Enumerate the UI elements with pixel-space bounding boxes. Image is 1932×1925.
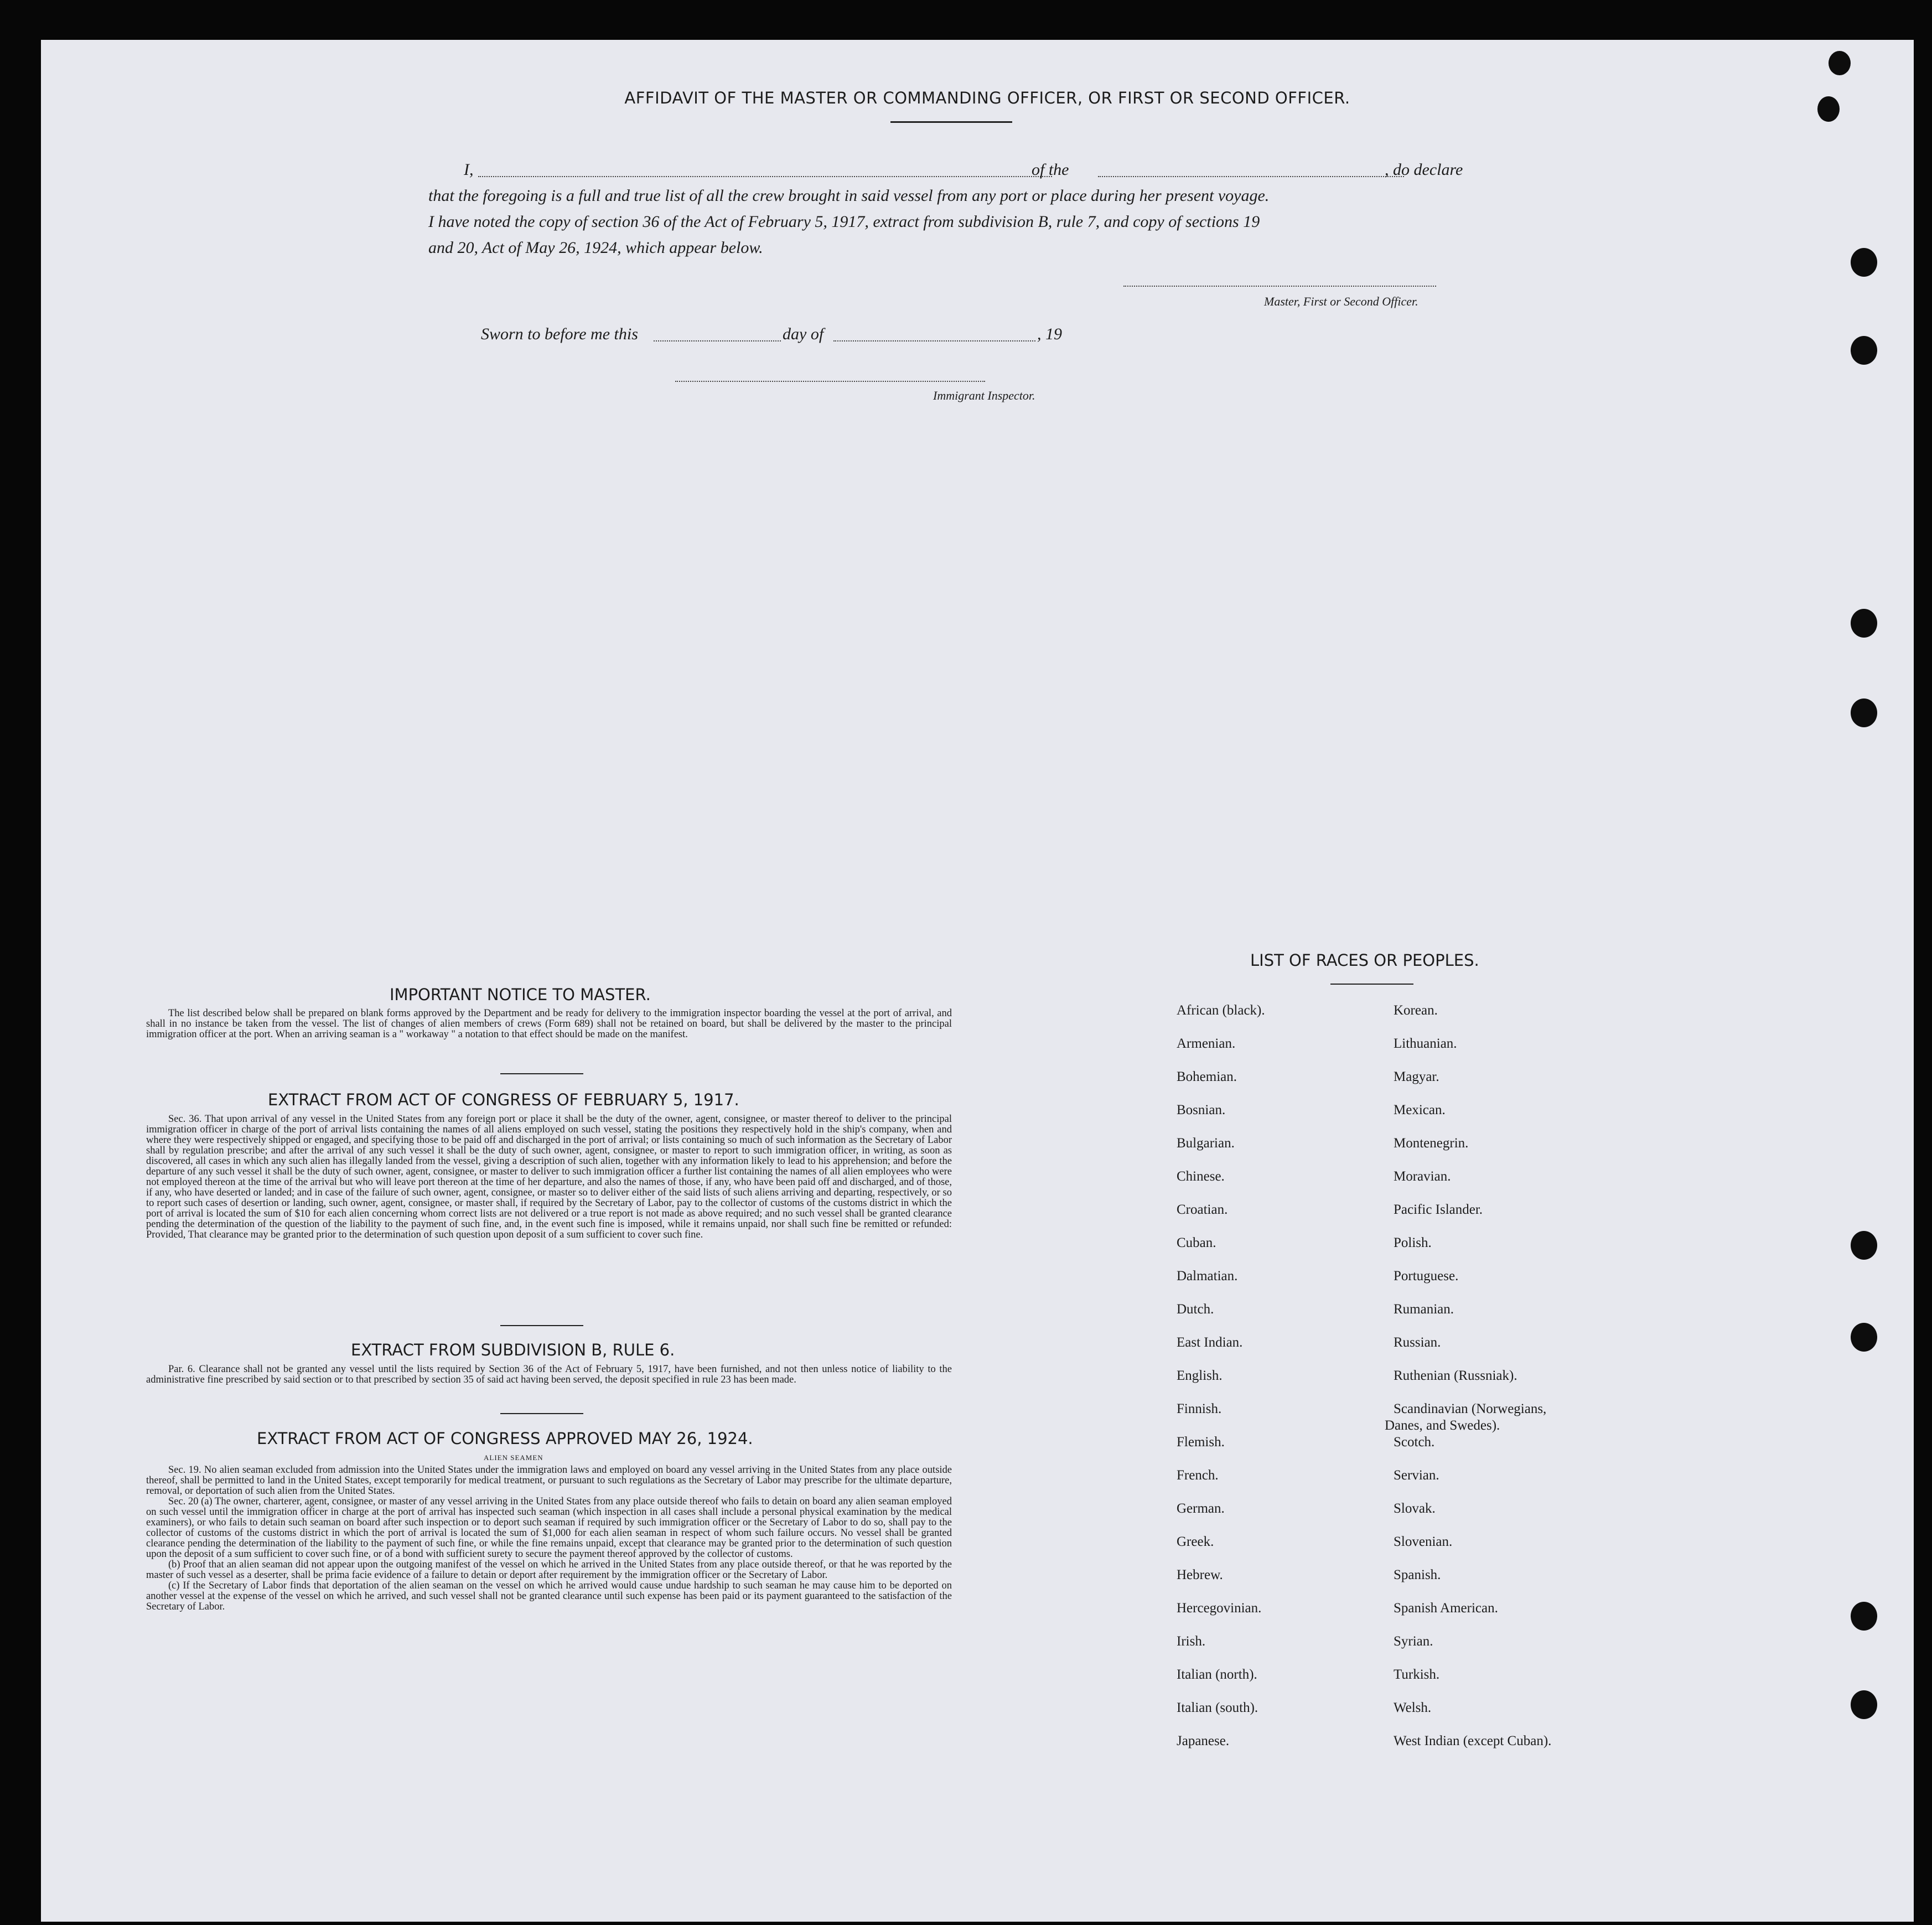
notice-title: IMPORTANT NOTICE TO MASTER. [390,985,651,1004]
race-item: East Indian. [1177,1335,1243,1350]
punch-hole [1851,1690,1877,1719]
race-item: German. [1177,1501,1225,1516]
race-item: Greek. [1177,1534,1214,1549]
punch-hole [1851,1323,1877,1352]
vessel-name-field[interactable] [1098,176,1404,177]
race-item: Hebrew. [1177,1567,1223,1582]
race-item: Bosnian. [1177,1103,1226,1117]
extract-1924-title: EXTRACT FROM ACT OF CONGRESS APPROVED MAY 26, 1924. [257,1429,753,1448]
race-item: Italian (north). [1177,1667,1257,1682]
race-item: Lithuanian. [1394,1036,1457,1051]
punch-hole [1851,336,1877,365]
extract-rule6-text: Par. 6. Clearance shall not be granted any vessel until the lists required by Section 36 of the Act of February 5, 1917, have been furnished, and not then unless notice of liability to the administrative fine prescribed by said section or to that prescribed by section 35 of said act having been served, the deposit specified in rule 23 has been made. [146,1364,952,1385]
race-item: Scotch. [1394,1435,1435,1450]
race-item: Slovak. [1394,1501,1436,1516]
divider [500,1073,583,1074]
race-item: Syrian. [1394,1634,1433,1649]
race-item: Mexican. [1394,1103,1446,1117]
race-item: Finnish. [1177,1401,1222,1416]
race-item: Moravian. [1394,1169,1451,1184]
document-page [41,40,1914,1922]
inspector-signature-field[interactable] [675,381,985,382]
race-item: Magyar. [1394,1069,1439,1084]
year-label: , 19 [1037,325,1062,343]
punch-hole [1829,51,1851,75]
race-item: West Indian (except Cuban). [1394,1733,1552,1748]
race-item: Polish. [1394,1235,1432,1250]
race-item: Bohemian. [1177,1069,1237,1084]
punch-hole [1851,609,1877,638]
race-item: Japanese. [1177,1733,1230,1748]
declarant-name-field[interactable] [478,176,1052,177]
race-item: Scandinavian (Norwegians, [1394,1401,1547,1416]
race-item: French. [1177,1468,1219,1483]
punch-hole [1851,1231,1877,1260]
affidavit-line3: I have noted the copy of section 36 of the Act of February 5, 1917, extract from subdivision B, rule 7, and copy of sections 19 [428,213,1260,231]
affidavit-line2: that the foregoing is a full and true list of all the crew brought in said vessel from any port or place during her present voyage. [428,187,1270,205]
punch-hole [1817,96,1840,122]
races-title: LIST OF RACES OR PEOPLES. [1250,951,1479,970]
master-signature-field[interactable] [1123,286,1436,287]
race-item: Chinese. [1177,1169,1225,1184]
punch-hole [1851,698,1877,727]
inspector-label: Immigrant Inspector. [933,389,1035,402]
divider [500,1413,583,1414]
race-item: Spanish American. [1394,1601,1498,1616]
race-item: Servian. [1394,1468,1439,1483]
extract-1924-subtitle: ALIEN SEAMEN [484,1453,543,1462]
declare-suffix: , do declare [1385,161,1463,179]
declarant-prefix: I, [464,161,474,179]
sworn-month-field[interactable] [833,340,1035,341]
race-item: Turkish. [1394,1667,1440,1682]
race-item: Montenegrin. [1394,1136,1469,1151]
race-item: Dutch. [1177,1302,1214,1317]
race-item: English. [1177,1368,1223,1383]
master-signature-label: Master, First or Second Officer. [1264,294,1418,308]
race-item: Dalmatian. [1177,1269,1238,1284]
divider [1330,984,1413,985]
affidavit-title: AFFIDAVIT OF THE MASTER OR COMMANDING OFFICER, OR FIRST OR SECOND OFFICER. [624,89,1350,107]
day-of-label: day of [783,325,824,343]
race-item: Hercegovinian. [1177,1601,1262,1616]
race-item: Danes, and Swedes). [1385,1418,1500,1433]
extract-1917-title: EXTRACT FROM ACT OF CONGRESS OF FEBRUARY 5, 1917. [268,1090,739,1109]
race-item: Slovenian. [1394,1534,1453,1549]
race-item: Spanish. [1394,1567,1441,1582]
race-item: Italian (south). [1177,1700,1258,1715]
race-item: Welsh. [1394,1700,1432,1715]
extract-rule6-title: EXTRACT FROM SUBDIVISION B, RULE 6. [351,1341,675,1359]
race-item: Cuban. [1177,1235,1216,1250]
race-item: Korean. [1394,1003,1438,1018]
race-item: Irish. [1177,1634,1206,1649]
sworn-prefix: Sworn to before me this [481,325,638,343]
extract-1924-text: Sec. 19. No alien seaman excluded from admission into the United States under the immigration laws and employed on board any vessel arriving in the United States from any place outside thereof, shall be permitted to land in the United States, except temporarily for medical treatment, or pursuant to such regulations as the Secretary of Labor may prescribe for the ultimate departure, removal, or deportation of such alien from the United States. Sec. 20 (a) The owner, charterer, agent, consignee, or master of any vessel arriving in the United States from any place outside thereof who fails to detain on board any alien seaman employed on such vessel until the immigration officer in charge at the port of arrival has inspected such seaman (which inspection in all cases shall include a personal physical examination by the medical examiners), or who fails to detain such seaman on board after such inspection or to deport such seaman if required by such immigration officer or the Secretary of Labor to do so, shall pay to the collector of customs of the customs district in which the port of arrival is located the sum of $1,000 for each alien seaman in respect of whom such failure occurs. No vessel shall be granted clearance pending the determination of the liability to the payment of such fine, or while the fine remains unpaid, except that clearance may be granted prior to the determination of such question upon the deposit of a sum sufficient to cover such fine, or of a bond with sufficient surety to secure the payment thereof approved by the collector of customs. (b) Proof that an alien seaman did not appear upon the outgoing manifest of the vessel on which he arrived in the United States from any place outside thereof, or that he was reported by the master of such vessel as a deserter, shall be prima facie evidence of a failure to detain or deport after requirement by the immigration officer or the Secretary of Labor. (c) If the Secretary of Labor finds that deportation of the alien seaman on the vessel on which he arrived would cause undue hardship to such seaman he may cause him to be deported on another vessel at the expense of the vessel on which he arrived, and such vessel shall not be granted clearance until such expense has been paid or its payment guaranteed to the satisfaction of the Secretary of Labor. [146,1465,952,1612]
sworn-day-field[interactable] [654,340,781,341]
race-item: Croatian. [1177,1202,1228,1217]
notice-text: The list described below shall be prepared on blank forms approved by the Department and be ready for delivery to the immigration inspector boarding the vessel at the port of arrival, and shall in no instance be taken from the vessel. The list of changes of alien members of crews (Form 689) shall not be retained on board, but shall be delivered by the master to the principal immigration officer at the port. When an arriving seaman is a " workaway " a notation to that effect should be made on the manifest. [146,1008,952,1040]
race-item: Pacific Islander. [1394,1202,1483,1217]
vessel-prefix: of the [1032,161,1069,179]
race-item: Armenian. [1177,1036,1236,1051]
punch-hole [1851,1602,1877,1631]
extract-1917-text: Sec. 36. That upon arrival of any vessel in the United States from any foreign port or place it shall be the duty of the owner, agent, consignee, or master thereof to deliver to the principal immigration officer in charge of the port of arrival lists containing the names of all aliens employed on such vessel, stating the positions they respectively hold in the ship's company, when and where they were respectively shipped or engaged, and specifying those to be paid off and discharged in the port of arrival; or lists containing so much of such information as the Secretary of Labor shall by regulation prescribe; and after the arrival of any such vessel it shall be the duty of such owner, agent, consignee, or master to report to such immigration officer, in writing, as soon as discovered, all cases in which any such alien has illegally landed from the vessel, giving a description of such alien, together with any information likely to lead to his apprehension; and before the departure of any such vessel it shall be the duty of such owner, agent, consignee, or master to deliver to such immigration officer a further list containing the names of all alien employees who were not employed thereon at the time of the arrival but who will leave port thereon at the time of her departure, and also the names of those, if any, who have been paid off and discharged, and of those, if any, who have deserted or landed; and in case of the failure of such owner, agent, consignee, or master so to deliver either of the said lists of such aliens arriving and departing, respectively, or so to report such cases of desertion or landing, such owner, agent, consignee, or master shall, if required by the Secretary of Labor, pay to the collector of customs of the customs district in which the port of arrival is located the sum of $10 for each alien concerning whom correct lists are not delivered or a true report is not made as above required; and no such vessel shall be granted clearance pending the determination of the question of the liability to the payment of such fine, and, in the event such fine is imposed, while it remains unpaid, nor shall such fine be remitted or refunded: Provided, That clearance may be granted prior to the determination of such question upon deposit of a sum sufficient to cover such fine. [146,1114,952,1240]
divider [500,1325,583,1326]
race-item: Bulgarian. [1177,1136,1235,1151]
affidavit-line4: and 20, Act of May 26, 1924, which appear below. [428,239,763,257]
race-item: Ruthenian (Russniak). [1394,1368,1517,1383]
race-item: Flemish. [1177,1435,1225,1450]
race-item: Portuguese. [1394,1269,1459,1284]
race-item: Rumanian. [1394,1302,1454,1317]
race-item: Russian. [1394,1335,1441,1350]
punch-hole [1851,248,1877,277]
race-item: African (black). [1177,1003,1265,1018]
divider [890,121,1012,123]
